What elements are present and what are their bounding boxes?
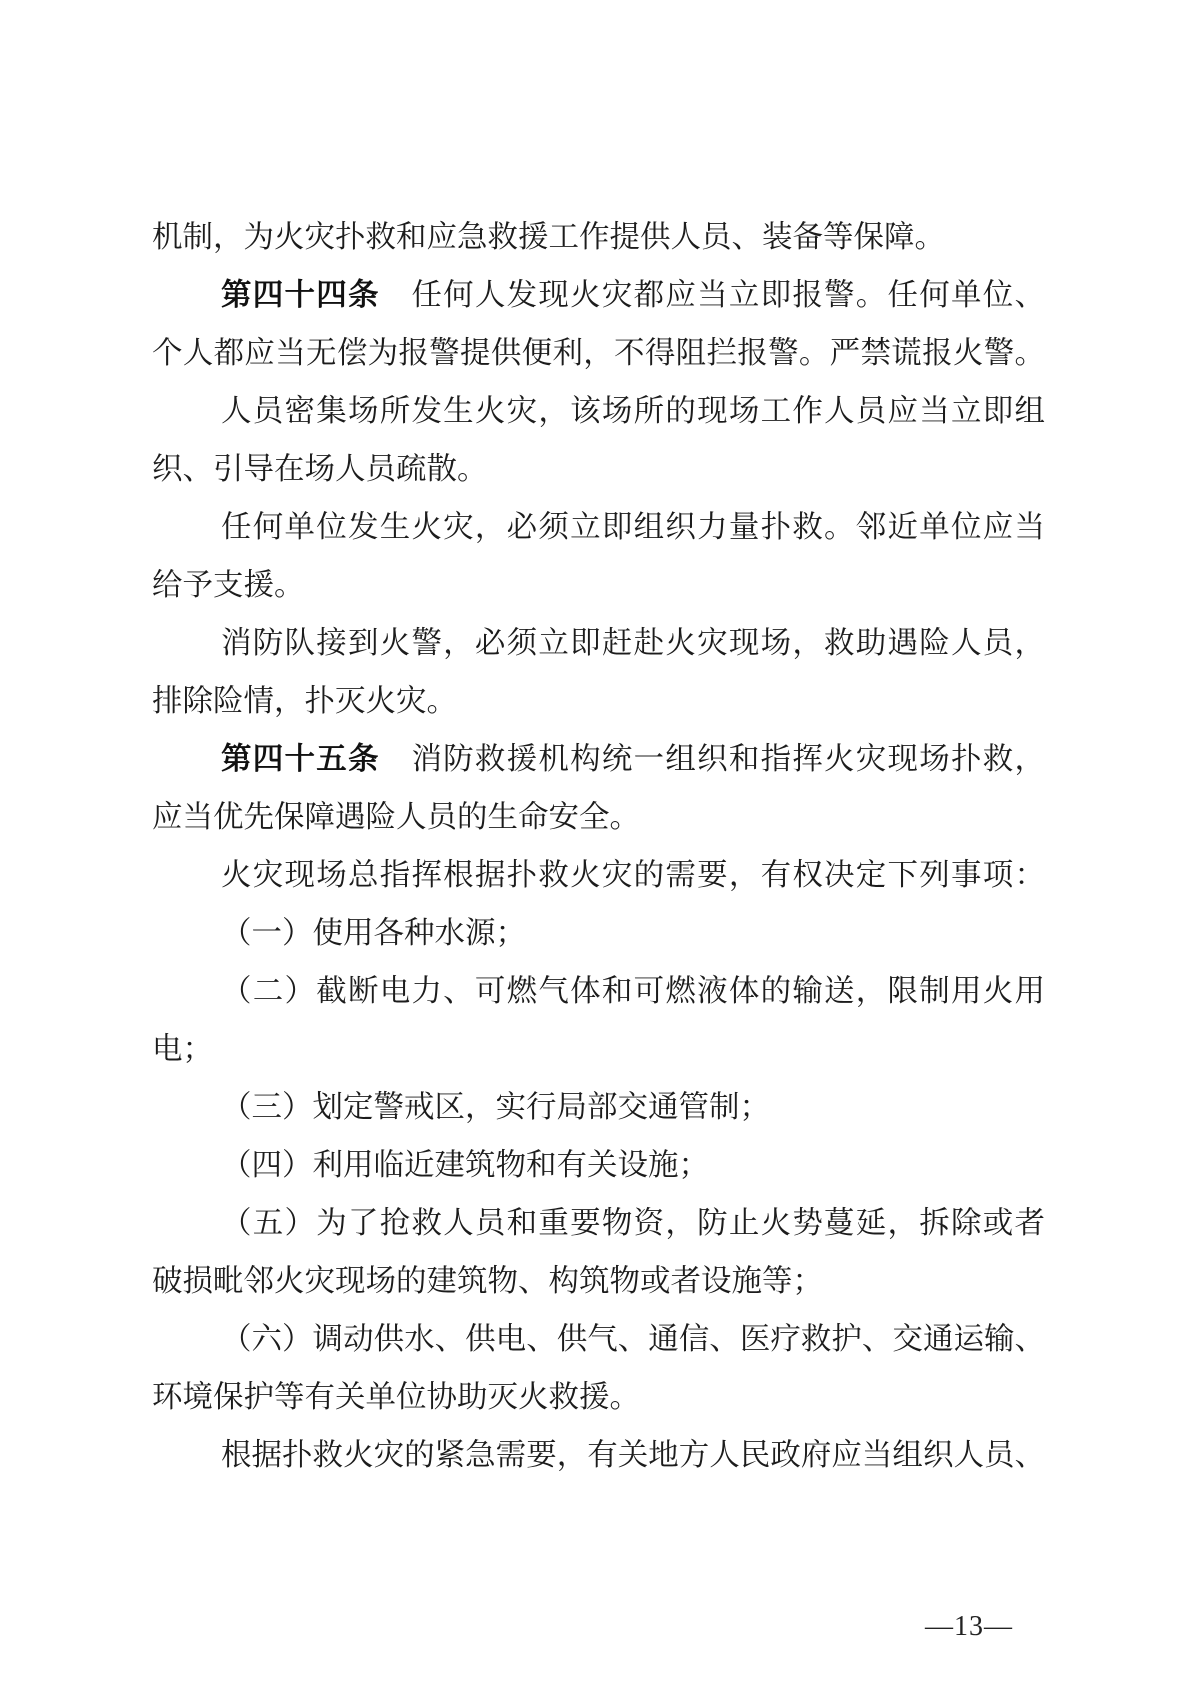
line-text: 给予支援。 bbox=[152, 568, 305, 602]
text-line bbox=[152, 904, 1045, 962]
line-text: 电； bbox=[152, 1032, 213, 1066]
text-line bbox=[152, 614, 1045, 672]
text-line bbox=[152, 1136, 1045, 1194]
line-text: 破损毗邻火灾现场的建筑物、构筑物或者设施等； bbox=[152, 1264, 823, 1298]
line-text: 织、引导在场人员疏散。 bbox=[152, 452, 488, 486]
line-text: （五）为了抢救人员和重要物资，防止火势蔓延，拆除或者 bbox=[221, 1206, 1045, 1240]
article-number: 第四十五条 bbox=[221, 742, 380, 776]
text-line bbox=[152, 730, 1045, 788]
line-text: （二）截断电力、可燃气体和可燃液体的输送，限制用火用 bbox=[221, 974, 1045, 1008]
line-text: 火灾现场总指挥根据扑救火灾的需要，有权决定下列事项： bbox=[221, 858, 1045, 892]
text-line bbox=[152, 324, 1045, 382]
line-text: 人员密集场所发生火灾，该场所的现场工作人员应当立即组 bbox=[221, 394, 1045, 428]
line-text: 环境保护等有关单位协助灭火救援。 bbox=[152, 1380, 640, 1414]
line-text: 任何人发现火灾都应当立即报警。任何单位、 bbox=[379, 278, 1046, 312]
line-text: 消防队接到火警，必须立即赶赴火灾现场，救助遇险人员， bbox=[221, 626, 1045, 660]
article-number: 第四十四条 bbox=[221, 278, 380, 312]
text-line bbox=[152, 440, 1045, 498]
text-line bbox=[152, 846, 1045, 904]
text-line bbox=[152, 266, 1045, 324]
text-line bbox=[152, 208, 1045, 266]
text-line bbox=[152, 498, 1045, 556]
text-line bbox=[152, 1426, 1045, 1484]
line-text: （一）使用各种水源； bbox=[221, 916, 526, 950]
line-text: 任何单位发生火灾，必须立即组织力量扑救。邻近单位应当 bbox=[221, 510, 1045, 544]
text-line bbox=[152, 1078, 1045, 1136]
text-line bbox=[152, 1310, 1045, 1368]
page-number: —13— bbox=[925, 1611, 1013, 1642]
line-text: 应当优先保障遇险人员的生命安全。 bbox=[152, 800, 640, 834]
text-line bbox=[152, 1194, 1045, 1252]
text-line bbox=[152, 556, 1045, 614]
line-text: 机制，为火灾扑救和应急救援工作提供人员、装备等保障。 bbox=[152, 220, 945, 254]
line-text: 消防救援机构统一组织和指挥火灾现场扑救， bbox=[379, 742, 1046, 776]
line-text: （三）划定警戒区，实行局部交通管制； bbox=[221, 1090, 770, 1124]
text-line bbox=[152, 672, 1045, 730]
text-line bbox=[152, 1020, 1045, 1078]
line-text: （六）调动供水、供电、供气、通信、医疗救护、交通运输、 bbox=[221, 1322, 1045, 1356]
line-text: （四）利用临近建筑物和有关设施； bbox=[221, 1148, 709, 1182]
line-text: 根据扑救火灾的紧急需要，有关地方人民政府应当组织人员、 bbox=[221, 1438, 1045, 1472]
line-text: 个人都应当无偿为报警提供便利，不得阻拦报警。严禁谎报火警。 bbox=[152, 336, 1045, 370]
line-text: 排除险情，扑灭火灾。 bbox=[152, 684, 457, 718]
text-line bbox=[152, 1252, 1045, 1310]
document-body bbox=[152, 208, 1045, 1484]
text-line bbox=[152, 962, 1045, 1020]
text-line bbox=[152, 788, 1045, 846]
text-line bbox=[152, 382, 1045, 440]
text-line bbox=[152, 1368, 1045, 1426]
